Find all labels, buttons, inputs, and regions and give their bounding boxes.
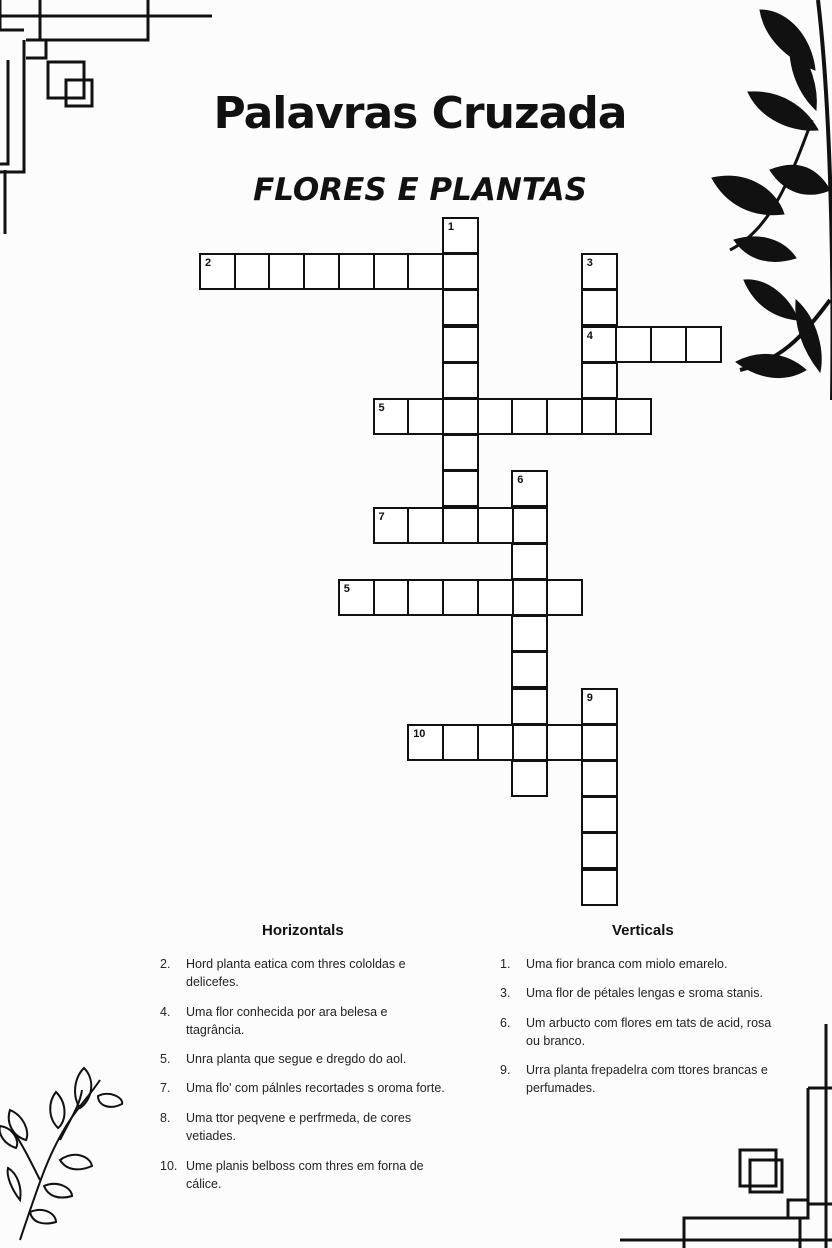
crossword-cell[interactable] (442, 289, 479, 326)
crossword-cell[interactable] (477, 398, 514, 435)
crossword-cell[interactable] (511, 760, 548, 797)
crossword-cell[interactable] (442, 507, 479, 544)
crossword-cell[interactable] (511, 615, 548, 652)
crossword-cell[interactable] (511, 579, 548, 616)
crossword-cell[interactable] (442, 434, 479, 471)
vertical-clues-heading: Verticals (612, 922, 674, 939)
crossword-cell[interactable] (407, 579, 444, 616)
clue-number-1: 1 (447, 221, 455, 233)
crossword-cell[interactable] (477, 724, 514, 761)
crossword-cell[interactable] (581, 724, 618, 761)
crossword-cell[interactable] (373, 253, 410, 290)
crossword-cell[interactable] (511, 543, 548, 580)
crossword-cell[interactable] (442, 326, 479, 363)
crossword-cell[interactable] (511, 398, 548, 435)
crossword-cell[interactable] (407, 398, 444, 435)
crossword-cell[interactable] (373, 579, 410, 616)
clue-number-9: 9 (586, 691, 593, 704)
horizontal-clues-heading: Horizontals (262, 922, 344, 939)
clue-number-5: 5 (378, 402, 385, 414)
crossword-cell[interactable] (303, 253, 340, 290)
crossword-cell[interactable] (546, 579, 583, 616)
clue-number-4: 4 (586, 329, 593, 342)
crossword-cell[interactable] (685, 326, 722, 363)
crossword-cell[interactable] (650, 326, 687, 363)
crossword-cell[interactable] (442, 362, 479, 399)
crossword-cell[interactable] (581, 869, 618, 906)
crossword-cell[interactable] (442, 724, 479, 761)
crossword-cell[interactable] (581, 253, 618, 290)
crossword-cell[interactable] (442, 470, 479, 507)
clue-number-3: 3 (586, 257, 593, 270)
crossword-cell[interactable] (581, 398, 618, 435)
crossword-cell[interactable] (581, 760, 618, 797)
crossword-cell[interactable] (442, 217, 479, 254)
crossword-cell[interactable] (511, 507, 548, 544)
crossword-cell[interactable] (477, 507, 514, 544)
crossword-cell[interactable] (581, 796, 618, 833)
crossword-cell[interactable] (338, 579, 375, 616)
crossword-cell[interactable] (268, 253, 305, 290)
crossword-cell[interactable] (407, 724, 444, 761)
crossword-cell[interactable] (581, 289, 618, 326)
crossword-cell[interactable] (581, 832, 618, 869)
crossword-cell[interactable] (234, 253, 271, 290)
crossword-cell[interactable] (615, 398, 652, 435)
crossword-cell[interactable] (511, 651, 548, 688)
crossword-cell[interactable] (511, 470, 548, 507)
crossword-cell[interactable] (615, 326, 652, 363)
crossword-cell[interactable] (581, 362, 618, 399)
crossword-cell[interactable] (477, 579, 514, 616)
clue-number-6: 6 (517, 474, 524, 487)
crossword-cell[interactable] (581, 326, 618, 363)
crossword-cell[interactable] (546, 398, 583, 435)
crossword-cell[interactable] (338, 253, 375, 290)
clue-number-8: 5 (343, 583, 350, 595)
crossword-cell[interactable] (199, 253, 236, 290)
crossword-cell[interactable] (407, 507, 444, 544)
crossword-cell[interactable] (373, 398, 410, 435)
crossword-cell[interactable] (546, 724, 583, 761)
clue-number-10: 10 (413, 727, 426, 740)
crossword-cell[interactable] (581, 688, 618, 725)
clue-number-7: 7 (378, 510, 385, 523)
crossword-cell[interactable] (442, 579, 479, 616)
page-subtitle: FLORES E PLANTAS (253, 172, 587, 208)
crossword-cell[interactable] (407, 253, 444, 290)
crossword-cell[interactable] (442, 398, 479, 435)
crossword-cell[interactable] (511, 688, 548, 725)
clue-number-2: 2 (205, 257, 212, 270)
page-title: Palavras Cruzada (213, 88, 627, 139)
crossword-cell[interactable] (373, 507, 410, 544)
crossword-cell[interactable] (511, 724, 548, 761)
crossword-cell[interactable] (442, 253, 479, 290)
